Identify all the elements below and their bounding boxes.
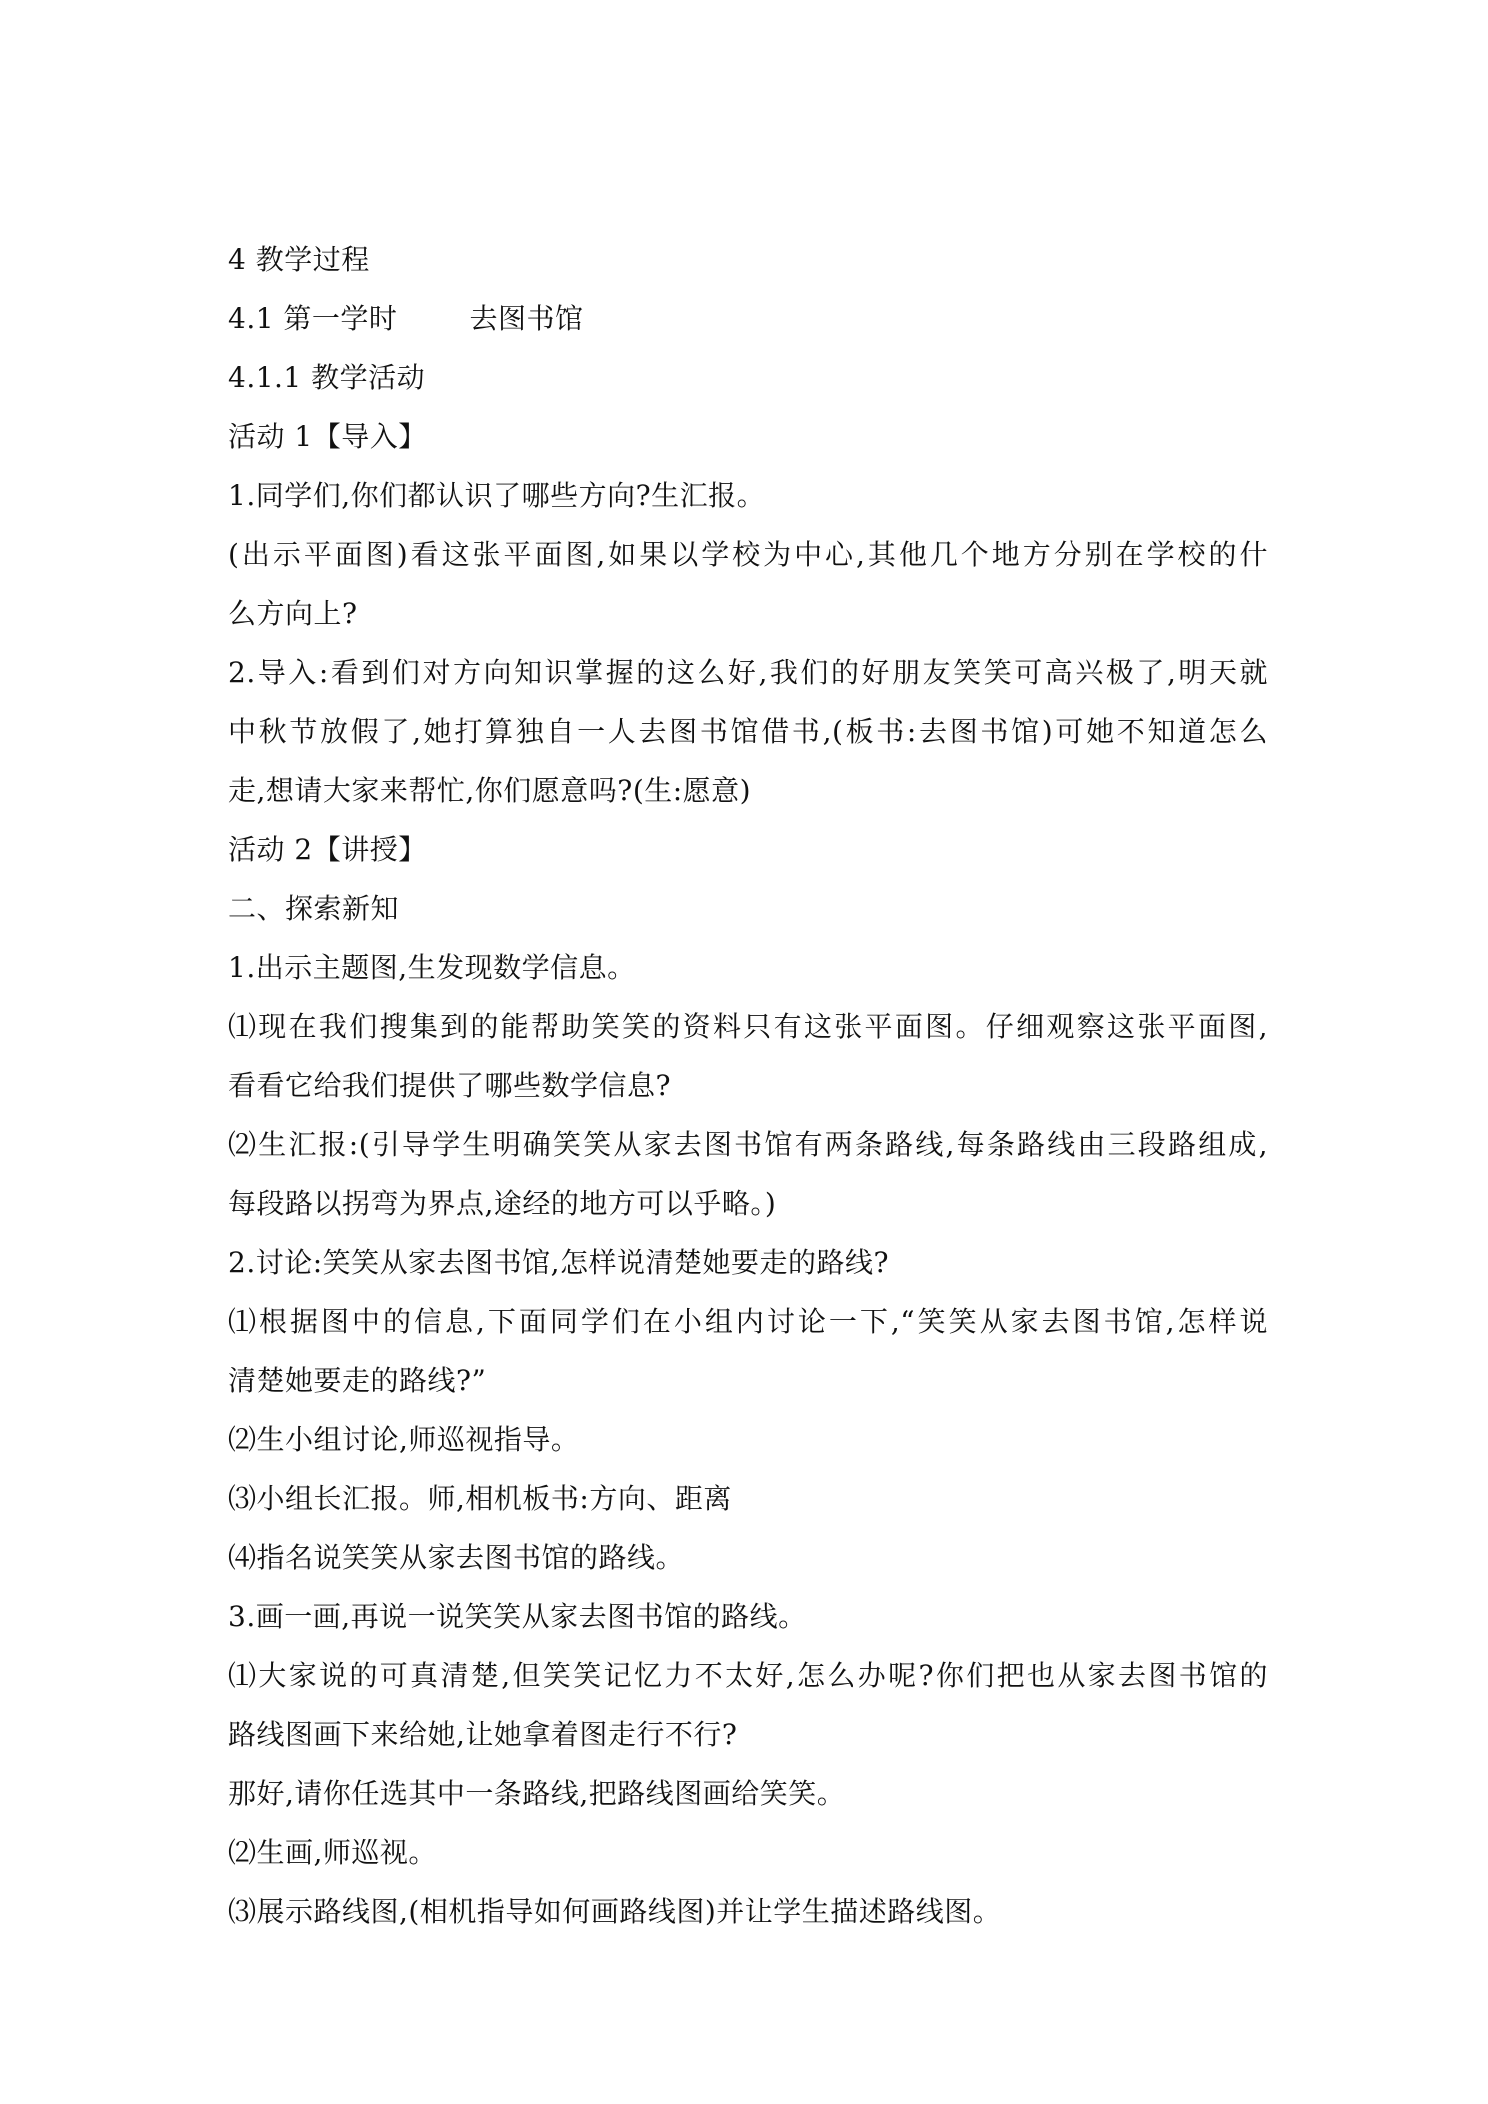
paragraph-line: 3.画一画,再说一说笑笑从家去图书馆的路线。 (228, 1600, 807, 1633)
paragraph-line: 走,想请大家来帮忙,你们愿意吗?(生:愿意) (228, 774, 752, 807)
subsection-heading: 4.1.1 教学活动 (228, 361, 426, 394)
paragraph-line: ⑵生小组讨论,师巡视指导。 (228, 1423, 580, 1456)
paragraph-line: (出示平面图)看这张平面图,如果以学校为中心,其他几个地方分别在学校的什 (228, 538, 1268, 571)
lesson-number: 4.1 第一学时 (228, 302, 398, 335)
paragraph-line: 路线图画下来给她,让她拿着图走行不行? (228, 1718, 738, 1751)
paragraph-line: ⑴现在我们搜集到的能帮助笑笑的资料只有这张平面图。仔细观察这张平面图, (228, 1010, 1268, 1043)
paragraph-line: 那好,请你任选其中一条路线,把路线图画给笑笑。 (228, 1777, 846, 1810)
paragraph-line: ⑵生画,师巡视。 (228, 1836, 437, 1869)
lesson-heading (228, 289, 1268, 348)
document-body (228, 230, 1268, 1941)
paragraph-line: 1.出示主题图,生发现数学信息。 (228, 951, 636, 984)
paragraph-line: 每段路以拐弯为界点,途经的地方可以乎略。) (228, 1187, 777, 1220)
paragraph-line: ⑵生汇报:(引导学生明确笑笑从家去图书馆有两条路线,每条路线由三段路组成, (228, 1128, 1268, 1161)
section-heading: 4 教学过程 (228, 243, 370, 276)
paragraph-line: ⑷指名说笑笑从家去图书馆的路线。 (228, 1541, 685, 1574)
lesson-title: 去图书馆 (469, 302, 584, 335)
paragraph-line: 看看它给我们提供了哪些数学信息? (228, 1069, 672, 1102)
paragraph-line: 2.讨论:笑笑从家去图书馆,怎样说清楚她要走的路线? (228, 1246, 890, 1279)
paragraph-line: 1.同学们,你们都认识了哪些方向?生汇报。 (228, 479, 766, 512)
paragraph-line: 二、探索新知 (228, 892, 400, 925)
paragraph-line: 中秋节放假了,她打算独自一人去图书馆借书,(板书:去图书馆)可她不知道怎么 (228, 715, 1268, 748)
paragraph-line: 清楚她要走的路线?” (228, 1364, 487, 1397)
paragraph-line: ⑴根据图中的信息,下面同学们在小组内讨论一下,“笑笑从家去图书馆,怎样说 (228, 1305, 1268, 1338)
activity-heading: 活动 2【讲授】 (228, 833, 427, 866)
paragraph-line: ⑴大家说的可真清楚,但笑笑记忆力不太好,怎么办呢?你们把也从家去图书馆的 (228, 1659, 1268, 1692)
paragraph-line: ⑶展示路线图,(相机指导如何画路线图)并让学生描述路线图。 (228, 1895, 1002, 1928)
paragraph-line: ⑶小组长汇报。师,相机板书:方向、距离 (228, 1482, 732, 1515)
activity-heading: 活动 1【导入】 (228, 420, 427, 453)
paragraph-line: 么方向上? (228, 597, 358, 630)
paragraph-line: 2.导入:看到们对方向知识掌握的这么好,我们的好朋友笑笑可高兴极了,明天就 (228, 656, 1268, 689)
